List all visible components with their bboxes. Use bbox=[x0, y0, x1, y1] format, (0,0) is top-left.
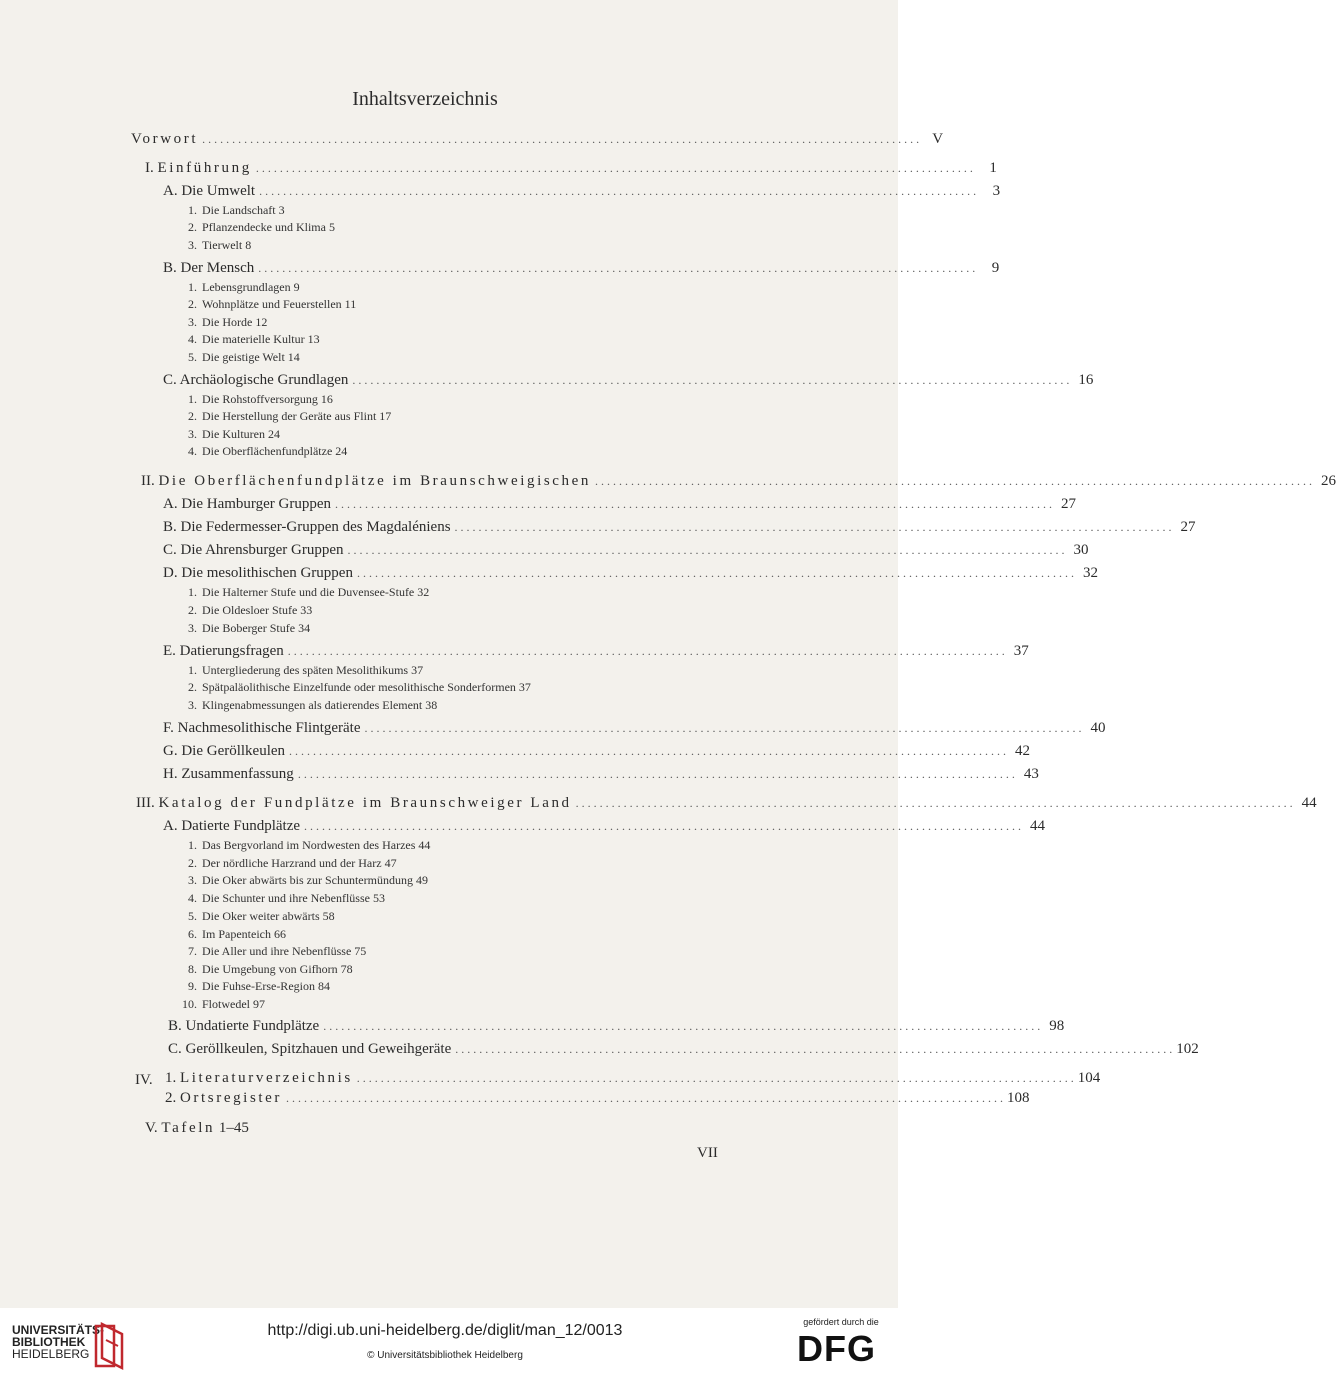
toc-subitem: 1. Untergliederung des späten Mesolithikums 37 bbox=[188, 663, 424, 677]
permalink-url[interactable]: http://digi.ub.uni-heidelberg.de/diglit/man_12/0013 bbox=[267, 1322, 623, 1339]
dot-leader: . . . . . . . . . . . . . . . . . . . . . . . . . . . . . . . . . . . . . . . . . . . . . . . . . . . . . . . . . . . . . . . . . . . . . . . . . . . . . . . . . . . . . . . . . . . . . . . . . . . . . . . . . . . . . . . . . . . . . . . . bbox=[356, 1071, 1074, 1085]
toc-entry-vorwort: Vorwort . . . . . . . . . . . . . . . . . . . . . . . . . . . . . . . . . . . . . . . . . . . . . . . . . . . . . . . . . . . . . . . . . . . . . . . . . . . . . . . . . . . . . . . . . . . . . . . . . . . . . . . . . . . . . . . . . . . . . . . . V bbox=[131, 131, 944, 147]
page-number: VII bbox=[697, 1145, 718, 1161]
toc-subitem: 3. Klingenabmessungen als datierendes Element 38 bbox=[188, 698, 438, 712]
dot-leader: . . . . . . . . . . . . . . . . . . . . . . . . . . . . . . . . . . . . . . . . . . . . . . . . . . . . . . . . . . . . . . . . . . . . . . . . . . . . . . . . . . . . . . . . . . . . . . . . . . . . . . . . . . . . . . . . . . . . . . . . bbox=[286, 1091, 1004, 1105]
dot-leader: . . . . . . . . . . . . . . . . . . . . . . . . . . . . . . . . . . . . . . . . . . . . . . . . . . . . . . . . . . . . . . . . . . . . . . . . . . . . . . . . . . . . . . . . . . . . . . . . . . . . . . . . . . . . . . . . . . . . . . . . bbox=[352, 373, 1070, 387]
dot-leader: . . . . . . . . . . . . . . . . . . . . . . . . . . . . . . . . . . . . . . . . . . . . . . . . . . . . . . . . . . . . . . . . . . . . . . . . . . . . . . . . . . . . . . . . . . . . . . . . . . . . . . . . . . . . . . . . . . . . . . . . bbox=[454, 520, 1172, 534]
dot-leader: . . . . . . . . . . . . . . . . . . . . . . . . . . . . . . . . . . . . . . . . . . . . . . . . . . . . . . . . . . . . . . . . . . . . . . . . . . . . . . . . . . . . . . . . . . . . . . . . . . . . . . . . . . . . . . . . . . . . . . . . bbox=[258, 261, 976, 275]
toc-subitem: 2. Der nördliche Harzrand und der Harz 47 bbox=[188, 856, 397, 870]
toc-entry-2c: C. Die Ahrensburger Gruppen . . . . . . . . . . . . . . . . . . . . . . . . . . . . . . . . . . . . . . . . . . . . . . . . . . . . . . . . . . . . . . . . . . . . . . . . . . . . . . . . . . . . . . . . . . . . . . . . . . . . . . . . . . . . . . . . . . . . . . . . 30 bbox=[163, 542, 1089, 558]
toc-subitem: 3. Die Horde 12 bbox=[188, 315, 268, 329]
dot-leader: . . . . . . . . . . . . . . . . . . . . . . . . . . . . . . . . . . . . . . . . . . . . . . . . . . . . . . . . . . . . . . . . . . . . . . . . . . . . . . . . . . . . . . . . . . . . . . . . . . . . . . . . . . . . . . . . . . . . . . . . bbox=[356, 566, 1074, 580]
toc-subitem: 6. Im Papenteich 66 bbox=[188, 927, 286, 941]
toc-subitem: 4. Die Schunter und ihre Nebenflüsse 53 bbox=[188, 891, 385, 905]
toc-entry-2e: E. Datierungsfragen . . . . . . . . . . . . . . . . . . . . . . . . . . . . . . . . . . . . . . . . . . . . . . . . . . . . . . . . . . . . . . . . . . . . . . . . . . . . . . . . . . . . . . . . . . . . . . . . . . . . . . . . . . . . . . . . . . . . . . . . 37 bbox=[163, 643, 1029, 659]
dot-leader: . . . . . . . . . . . . . . . . . . . . . . . . . . . . . . . . . . . . . . . . . . . . . . . . . . . . . . . . . . . . . . . . . . . . . . . . . . . . . . . . . . . . . . . . . . . . . . . . . . . . . . . . . . . . . . . . . . . . . . . . bbox=[304, 819, 1022, 833]
viewer-footer bbox=[0, 1308, 898, 1373]
toc-subitem: 5. Die Oker weiter abwärts 58 bbox=[188, 909, 335, 923]
toc-entry-3c: C. Geröllkeulen, Spitzhauen und Geweihgeräte . . . . . . . . . . . . . . . . . . . . . . . . . . . . . . . . . . . . . . . . . . . . . . . . . . . . . . . . . . . . . . . . . . . . . . . . . . . . . . . . . . . . . . . . . . . . . . . . . . . . . . . . . . . . . . . . . . . . . . . . 102 bbox=[168, 1041, 1199, 1057]
dot-leader: . . . . . . . . . . . . . . . . . . . . . . . . . . . . . . . . . . . . . . . . . . . . . . . . . . . . . . . . . . . . . . . . . . . . . . . . . . . . . . . . . . . . . . . . . . . . . . . . . . . . . . . . . . . . . . . . . . . . . . . . bbox=[347, 543, 1065, 557]
toc-subitem: 3. Tierwelt 8 bbox=[188, 238, 252, 252]
toc-subitem: 3. Die Boberger Stufe 34 bbox=[188, 621, 311, 635]
toc-subitem: 4. Die materielle Kultur 13 bbox=[188, 332, 320, 346]
toc-subitem: 2. Pflanzendecke und Klima 5 bbox=[188, 220, 335, 234]
toc-subitem: 5. Die geistige Welt 14 bbox=[188, 350, 300, 364]
toc-entry-section-2: II. Die Oberflächenfundplätze im Braunschweigischen . . . . . . . . . . . . . . . . . . . . . . . . . . . . . . . . . . . . . . . . . . . . . . . . . . . . . . . . . . . . . . . . . . . . . . . . . . . . . . . . . . . . . . . . . . . . . . . . . . . . . . . . . . . . . . . . . . . . . . . . 26 bbox=[141, 473, 1336, 489]
toc-entry-3a: A. Datierte Fundplätze . . . . . . . . . . . . . . . . . . . . . . . . . . . . . . . . . . . . . . . . . . . . . . . . . . . . . . . . . . . . . . . . . . . . . . . . . . . . . . . . . . . . . . . . . . . . . . . . . . . . . . . . . . . . . . . . . . . . . . . . 44 bbox=[163, 818, 1046, 834]
dot-leader: . . . . . . . . . . . . . . . . . . . . . . . . . . . . . . . . . . . . . . . . . . . . . . . . . . . . . . . . . . . . . . . . . . . . . . . . . . . . . . . . . . . . . . . . . . . . . . . . . . . . . . . . . . . . . . . . . . . . . . . . bbox=[255, 161, 973, 175]
toc-entry-section-5: V. Tafeln 1–45 bbox=[145, 1120, 249, 1136]
toc-entry-1a: A. Die Umwelt . . . . . . . . . . . . . . . . . . . . . . . . . . . . . . . . . . . . . . . . . . . . . . . . . . . . . . . . . . . . . . . . . . . . . . . . . . . . . . . . . . . . . . . . . . . . . . . . . . . . . . . . . . . . . . . . . . . . . . . . 3 bbox=[163, 183, 1001, 199]
toc-entry-1b: B. Der Mensch . . . . . . . . . . . . . . . . . . . . . . . . . . . . . . . . . . . . . . . . . . . . . . . . . . . . . . . . . . . . . . . . . . . . . . . . . . . . . . . . . . . . . . . . . . . . . . . . . . . . . . . . . . . . . . . . . . . . . . . . 9 bbox=[163, 260, 1000, 276]
toc-entry-2d: D. Die mesolithischen Gruppen . . . . . . . . . . . . . . . . . . . . . . . . . . . . . . . . . . . . . . . . . . . . . . . . . . . . . . . . . . . . . . . . . . . . . . . . . . . . . . . . . . . . . . . . . . . . . . . . . . . . . . . . . . . . . . . . . . . . . . . . 32 bbox=[163, 565, 1098, 581]
toc-subitem: 2. Wohnplätze und Feuerstellen 11 bbox=[188, 297, 357, 311]
toc-subitem: 3. Die Kulturen 24 bbox=[188, 427, 280, 441]
toc-subitem: 2. Die Oldesloer Stufe 33 bbox=[188, 603, 313, 617]
toc-subitem: 1. Die Halterner Stufe und die Duvensee-Stufe 32 bbox=[188, 585, 430, 599]
university-logo-icon[interactable] bbox=[88, 1318, 130, 1370]
toc-subitem: 1. Das Bergvorland im Nordwesten des Harzes 44 bbox=[188, 838, 431, 852]
toc-subitem: 4. Die Oberflächenfundplätze 24 bbox=[188, 444, 348, 458]
dot-leader: . . . . . . . . . . . . . . . . . . . . . . . . . . . . . . . . . . . . . . . . . . . . . . . . . . . . . . . . . . . . . . . . . . . . . . . . . . . . . . . . . . . . . . . . . . . . . . . . . . . . . . . . . . . . . . . . . . . . . . . . bbox=[323, 1019, 1041, 1033]
copyright-text: © Universitätsbibliothek Heidelberg bbox=[367, 1350, 523, 1361]
toc-entry-section-3: III. Katalog der Fundplätze im Braunschweiger Land . . . . . . . . . . . . . . . . . . . . . . . . . . . . . . . . . . . . . . . . . . . . . . . . . . . . . . . . . . . . . . . . . . . . . . . . . . . . . . . . . . . . . . . . . . . . . . . . . . . . . . . . . . . . . . . . . . . . . . . . 44 bbox=[136, 795, 1317, 811]
dot-leader: . . . . . . . . . . . . . . . . . . . . . . . . . . . . . . . . . . . . . . . . . . . . . . . . . . . . . . . . . . . . . . . . . . . . . . . . . . . . . . . . . . . . . . . . . . . . . . . . . . . . . . . . . . . . . . . . . . . . . . . . bbox=[202, 132, 920, 146]
dot-leader: . . . . . . . . . . . . . . . . . . . . . . . . . . . . . . . . . . . . . . . . . . . . . . . . . . . . . . . . . . . . . . . . . . . . . . . . . . . . . . . . . . . . . . . . . . . . . . . . . . . . . . . . . . . . . . . . . . . . . . . . bbox=[364, 721, 1082, 735]
toc-entry-2f: F. Nachmesolithische Flintgeräte . . . . . . . . . . . . . . . . . . . . . . . . . . . . . . . . . . . . . . . . . . . . . . . . . . . . . . . . . . . . . . . . . . . . . . . . . . . . . . . . . . . . . . . . . . . . . . . . . . . . . . . . . . . . . . . . . . . . . . . . 40 bbox=[163, 720, 1106, 736]
dot-leader: . . . . . . . . . . . . . . . . . . . . . . . . . . . . . . . . . . . . . . . . . . . . . . . . . . . . . . . . . . . . . . . . . . . . . . . . . . . . . . . . . . . . . . . . . . . . . . . . . . . . . . . . . . . . . . . . . . . . . . . . bbox=[455, 1042, 1173, 1056]
toc-entry-2a: A. Die Hamburger Gruppen . . . . . . . . . . . . . . . . . . . . . . . . . . . . . . . . . . . . . . . . . . . . . . . . . . . . . . . . . . . . . . . . . . . . . . . . . . . . . . . . . . . . . . . . . . . . . . . . . . . . . . . . . . . . . . . . . . . . . . . . 27 bbox=[163, 496, 1077, 512]
dot-leader: . . . . . . . . . . . . . . . . . . . . . . . . . . . . . . . . . . . . . . . . . . . . . . . . . . . . . . . . . . . . . . . . . . . . . . . . . . . . . . . . . . . . . . . . . . . . . . . . . . . . . . . . . . . . . . . . . . . . . . . . bbox=[297, 767, 1015, 781]
dot-leader: . . . . . . . . . . . . . . . . . . . . . . . . . . . . . . . . . . . . . . . . . . . . . . . . . . . . . . . . . . . . . . . . . . . . . . . . . . . . . . . . . . . . . . . . . . . . . . . . . . . . . . . . . . . . . . . . . . . . . . . . bbox=[335, 497, 1053, 511]
toc-entry-2g: G. Die Geröllkeulen . . . . . . . . . . . . . . . . . . . . . . . . . . . . . . . . . . . . . . . . . . . . . . . . . . . . . . . . . . . . . . . . . . . . . . . . . . . . . . . . . . . . . . . . . . . . . . . . . . . . . . . . . . . . . . . . . . . . . . . . 42 bbox=[163, 743, 1031, 759]
institution-name[interactable]: UNIVERSITÄTS- BIBLIOTHEK HEIDELBERG bbox=[12, 1323, 105, 1361]
funder-text: gefördert durch die bbox=[803, 1317, 879, 1327]
toc-entry-1c: C. Archäologische Grundlagen . . . . . . . . . . . . . . . . . . . . . . . . . . . . . . . . . . . . . . . . . . . . . . . . . . . . . . . . . . . . . . . . . . . . . . . . . . . . . . . . . . . . . . . . . . . . . . . . . . . . . . . . . . . . . . . . . . . . . . . . 16 bbox=[163, 372, 1094, 388]
toc-subitem: 1. Lebensgrundlagen 9 bbox=[188, 280, 300, 294]
toc-subitem: 8. Die Umgebung von Gifhorn 78 bbox=[188, 962, 353, 976]
toc-entry-4-1: 1. Literaturverzeichnis . . . . . . . . . . . . . . . . . . . . . . . . . . . . . . . . . . . . . . . . . . . . . . . . . . . . . . . . . . . . . . . . . . . . . . . . . . . . . . . . . . . . . . . . . . . . . . . . . . . . . . . . . . . . . . . . . . . . . . . . 104 bbox=[165, 1070, 1101, 1086]
toc-entry-4-2: 2. Ortsregister . . . . . . . . . . . . . . . . . . . . . . . . . . . . . . . . . . . . . . . . . . . . . . . . . . . . . . . . . . . . . . . . . . . . . . . . . . . . . . . . . . . . . . . . . . . . . . . . . . . . . . . . . . . . . . . . . . . . . . . . 108 bbox=[165, 1090, 1030, 1106]
toc-subitem: 2. Die Herstellung der Geräte aus Flint 17 bbox=[188, 409, 392, 423]
toc-subitem: 2. Spätpaläolithische Einzelfunde oder mesolithische Sonderformen 37 bbox=[188, 680, 531, 694]
dot-leader: . . . . . . . . . . . . . . . . . . . . . . . . . . . . . . . . . . . . . . . . . . . . . . . . . . . . . . . . . . . . . . . . . . . . . . . . . . . . . . . . . . . . . . . . . . . . . . . . . . . . . . . . . . . . . . . . . . . . . . . . bbox=[259, 184, 977, 198]
toc-subitem: 9. Die Fuhse-Erse-Region 84 bbox=[188, 979, 330, 993]
toc-entry-3b: B. Undatierte Fundplätze . . . . . . . . . . . . . . . . . . . . . . . . . . . . . . . . . . . . . . . . . . . . . . . . . . . . . . . . . . . . . . . . . . . . . . . . . . . . . . . . . . . . . . . . . . . . . . . . . . . . . . . . . . . . . . . . . . . . . . . . 98 bbox=[168, 1018, 1065, 1034]
toc-subitem: 1. Die Landschaft 3 bbox=[188, 203, 285, 217]
section-4-number: IV. bbox=[135, 1072, 153, 1088]
toc-entry-section-1: I. Einführung . . . . . . . . . . . . . . . . . . . . . . . . . . . . . . . . . . . . . . . . . . . . . . . . . . . . . . . . . . . . . . . . . . . . . . . . . . . . . . . . . . . . . . . . . . . . . . . . . . . . . . . . . . . . . . . . . . . . . . . . 1 bbox=[145, 160, 997, 176]
page-title: Inhaltsverzeichnis bbox=[352, 88, 498, 110]
toc-subitem: 10. Flotwedel 97 bbox=[182, 997, 265, 1011]
toc-entry-2b: B. Die Federmesser-Gruppen des Magdaléniens . . . . . . . . . . . . . . . . . . . . . . . . . . . . . . . . . . . . . . . . . . . . . . . . . . . . . . . . . . . . . . . . . . . . . . . . . . . . . . . . . . . . . . . . . . . . . . . . . . . . . . . . . . . . . . . . . . . . . . . . 27 bbox=[163, 519, 1196, 535]
dot-leader: . . . . . . . . . . . . . . . . . . . . . . . . . . . . . . . . . . . . . . . . . . . . . . . . . . . . . . . . . . . . . . . . . . . . . . . . . . . . . . . . . . . . . . . . . . . . . . . . . . . . . . . . . . . . . . . . . . . . . . . . bbox=[287, 644, 1005, 658]
dot-leader: . . . . . . . . . . . . . . . . . . . . . . . . . . . . . . . . . . . . . . . . . . . . . . . . . . . . . . . . . . . . . . . . . . . . . . . . . . . . . . . . . . . . . . . . . . . . . . . . . . . . . . . . . . . . . . . . . . . . . . . . bbox=[575, 796, 1293, 810]
toc-subitem: 3. Die Oker abwärts bis zur Schuntermündung 49 bbox=[188, 873, 428, 887]
dot-leader: . . . . . . . . . . . . . . . . . . . . . . . . . . . . . . . . . . . . . . . . . . . . . . . . . . . . . . . . . . . . . . . . . . . . . . . . . . . . . . . . . . . . . . . . . . . . . . . . . . . . . . . . . . . . . . . . . . . . . . . . bbox=[289, 744, 1007, 758]
dot-leader: . . . . . . . . . . . . . . . . . . . . . . . . . . . . . . . . . . . . . . . . . . . . . . . . . . . . . . . . . . . . . . . . . . . . . . . . . . . . . . . . . . . . . . . . . . . . . . . . . . . . . . . . . . . . . . . . . . . . . . . . bbox=[595, 474, 1312, 488]
toc-entry-2h: H. Zusammenfassung . . . . . . . . . . . . . . . . . . . . . . . . . . . . . . . . . . . . . . . . . . . . . . . . . . . . . . . . . . . . . . . . . . . . . . . . . . . . . . . . . . . . . . . . . . . . . . . . . . . . . . . . . . . . . . . . . . . . . . . . 43 bbox=[163, 766, 1039, 782]
dfg-logo[interactable]: DFG bbox=[797, 1328, 876, 1369]
toc-subitem: 7. Die Aller und ihre Nebenflüsse 75 bbox=[188, 944, 367, 958]
toc-subitem: 1. Die Rohstoffversorgung 16 bbox=[188, 392, 333, 406]
